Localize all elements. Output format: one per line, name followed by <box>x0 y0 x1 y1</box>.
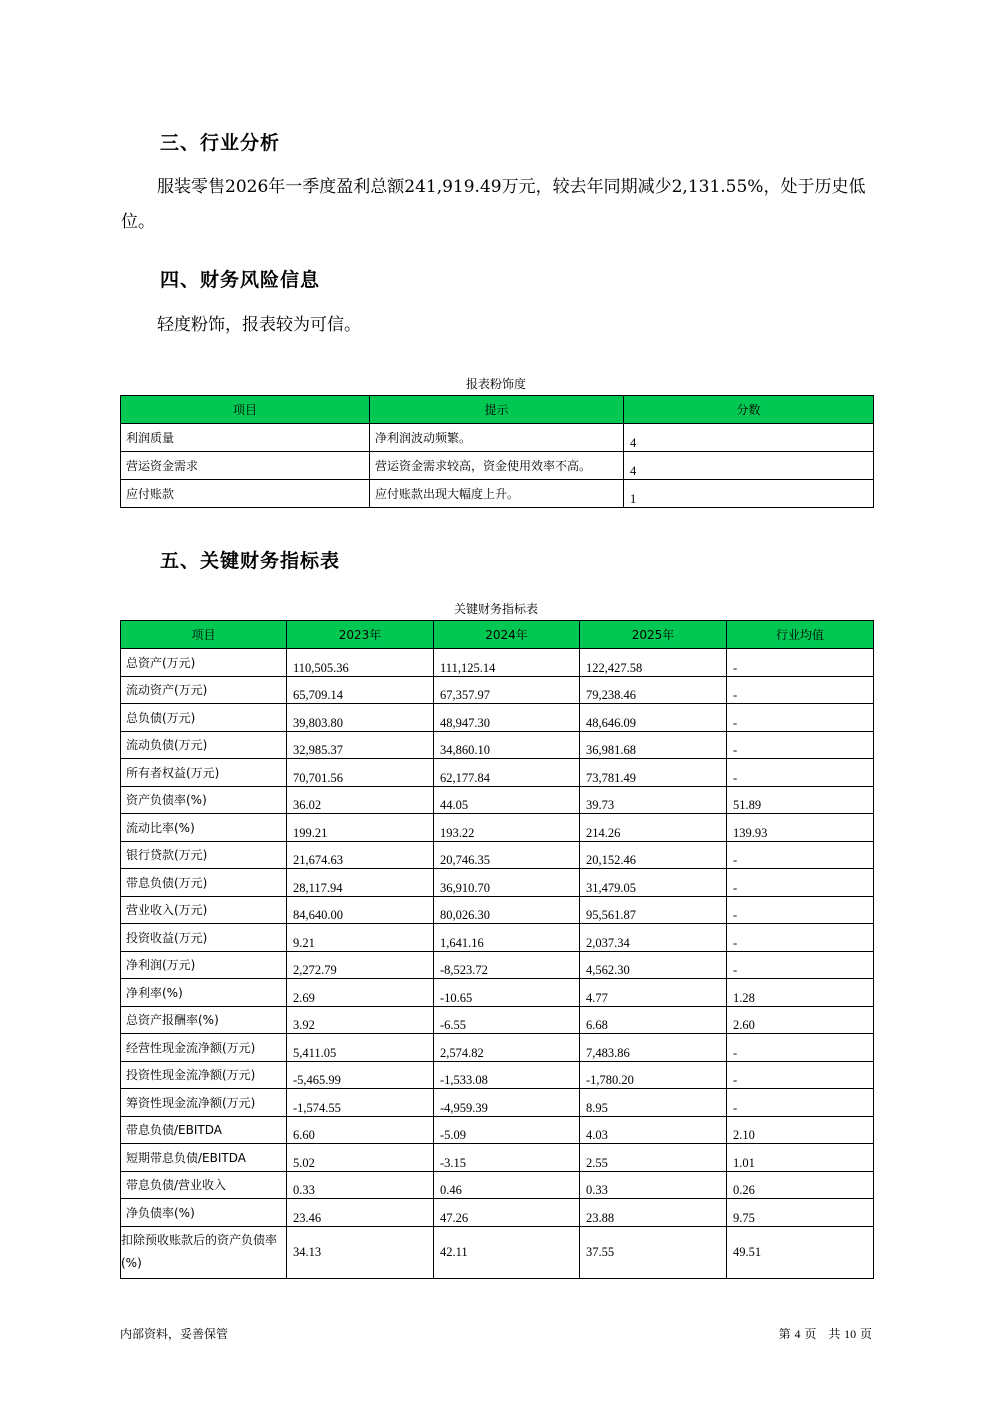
table-row <box>121 1171 874 1199</box>
section-5-title: 五、关键财务指标表 <box>160 550 341 572</box>
kpi-value-cell: 0.26 <box>727 1171 874 1199</box>
page-number <box>779 1325 872 1342</box>
kpi-value-cell: 28,117.94 <box>287 869 434 897</box>
kpi-table-header-cell: 2024年 <box>434 621 580 649</box>
table-row <box>121 786 874 814</box>
kpi-value-cell: 0.33 <box>287 1171 434 1199</box>
risk-table-caption: 报表粉饰度 <box>465 377 526 391</box>
kpi-value-cell: 23.46 <box>287 1199 434 1227</box>
kpi-value-cell: 67,357.97 <box>434 676 580 704</box>
kpi-value-cell: -1,780.20 <box>580 1061 727 1089</box>
table-row <box>121 1144 874 1172</box>
kpi-value-cell: 37.55 <box>580 1226 727 1278</box>
kpi-value-cell: 95,561.87 <box>580 896 727 924</box>
risk-table-cell: 应付账款出现大幅度上升。 <box>370 480 624 508</box>
kpi-row-label: 短期带息负债/EBITDA <box>121 1144 287 1172</box>
kpi-value-cell: 122,427.58 <box>580 649 727 677</box>
kpi-table-header-cell: 2023年 <box>287 621 434 649</box>
kpi-value-cell: - <box>727 759 874 787</box>
kpi-value-cell: -1,574.55 <box>287 1089 434 1117</box>
section-3-title: 三、行业分析 <box>160 132 281 154</box>
kpi-value-cell: 34,860.10 <box>434 731 580 759</box>
table-row <box>121 1061 874 1089</box>
kpi-value-cell: - <box>727 704 874 732</box>
kpi-row-label: 经营性现金流净额(万元) <box>121 1034 287 1062</box>
kpi-row-label: 流动比率(%) <box>121 814 287 842</box>
kpi-value-cell: 4,562.30 <box>580 951 727 979</box>
kpi-value-cell: 4.03 <box>580 1116 727 1144</box>
kpi-value-cell: 51.89 <box>727 786 874 814</box>
kpi-table <box>120 620 874 1279</box>
kpi-value-cell: -8,523.72 <box>434 951 580 979</box>
kpi-value-cell: 0.33 <box>580 1171 727 1199</box>
table-row <box>121 731 874 759</box>
kpi-value-cell: - <box>727 1034 874 1062</box>
kpi-value-cell: 73,781.49 <box>580 759 727 787</box>
kpi-row-label: 营业收入(万元) <box>121 896 287 924</box>
risk-table-header-cell: 提示 <box>370 396 624 424</box>
kpi-value-cell: 9.21 <box>287 924 434 952</box>
risk-table-cell: 1 <box>624 480 874 508</box>
kpi-value-cell: - <box>727 924 874 952</box>
kpi-value-cell: -1,533.08 <box>434 1061 580 1089</box>
kpi-value-cell: - <box>727 676 874 704</box>
risk-table-cell: 净利润波动频繁。 <box>370 424 624 452</box>
kpi-value-cell: - <box>727 731 874 759</box>
table-row <box>121 1089 874 1117</box>
page-mid: 页 共 <box>804 1327 841 1341</box>
kpi-value-cell: 8.95 <box>580 1089 727 1117</box>
kpi-value-cell: 2.55 <box>580 1144 727 1172</box>
table-row <box>121 676 874 704</box>
risk-table-cell: 4 <box>624 452 874 480</box>
table-row <box>121 951 874 979</box>
risk-table-cell: 营运资金需求较高，资金使用效率不高。 <box>370 452 624 480</box>
section-4-title: 四、财务风险信息 <box>160 269 321 291</box>
table-row <box>121 759 874 787</box>
kpi-value-cell: 80,026.30 <box>434 896 580 924</box>
table-row <box>121 424 874 452</box>
kpi-value-cell: 44.05 <box>434 786 580 814</box>
kpi-value-cell: 9.75 <box>727 1199 874 1227</box>
kpi-value-cell: -4,959.39 <box>434 1089 580 1117</box>
kpi-value-cell: - <box>727 841 874 869</box>
kpi-row-label: 净利率(%) <box>121 979 287 1007</box>
kpi-value-cell: - <box>727 869 874 897</box>
kpi-row-label: 带息负债/营业收入 <box>121 1171 287 1199</box>
kpi-table-header-cell: 项目 <box>121 621 287 649</box>
kpi-value-cell: 36.02 <box>287 786 434 814</box>
footer-note: 内部资料，妥善保管 <box>120 1327 229 1341</box>
kpi-value-cell: 2.10 <box>727 1116 874 1144</box>
table-row <box>121 1006 874 1034</box>
table-row <box>121 480 874 508</box>
kpi-value-cell: 214.26 <box>580 814 727 842</box>
kpi-value-cell: 36,910.70 <box>434 869 580 897</box>
kpi-value-cell: 1.28 <box>727 979 874 1007</box>
page-prefix: 第 <box>778 1327 791 1341</box>
kpi-value-cell: 0.46 <box>434 1171 580 1199</box>
kpi-value-cell: 21,674.63 <box>287 841 434 869</box>
kpi-value-cell: 5,411.05 <box>287 1034 434 1062</box>
kpi-value-cell: 62,177.84 <box>434 759 580 787</box>
table-row <box>121 979 874 1007</box>
kpi-value-cell: 32,985.37 <box>287 731 434 759</box>
table-row <box>121 924 874 952</box>
kpi-row-label: 银行贷款(万元) <box>121 841 287 869</box>
risk-table-cell: 应付账款 <box>121 480 370 508</box>
risk-table-cell: 营运资金需求 <box>121 452 370 480</box>
kpi-value-cell: 2,037.34 <box>580 924 727 952</box>
kpi-value-cell: 2,272.79 <box>287 951 434 979</box>
section-4-paragraph <box>121 308 873 343</box>
kpi-row-label: 流动负债(万元) <box>121 731 287 759</box>
kpi-table-caption: 关键财务指标表 <box>453 602 538 616</box>
kpi-value-cell: 31,479.05 <box>580 869 727 897</box>
kpi-value-cell: 70,701.56 <box>287 759 434 787</box>
kpi-value-cell: 36,981.68 <box>580 731 727 759</box>
kpi-value-cell: 39,803.80 <box>287 704 434 732</box>
table-row <box>121 649 874 677</box>
kpi-value-cell: 79,238.46 <box>580 676 727 704</box>
risk-table-header-cell: 项目 <box>121 396 370 424</box>
kpi-value-cell: 111,125.14 <box>434 649 580 677</box>
kpi-value-cell: 34.13 <box>287 1226 434 1278</box>
table-row <box>121 1226 874 1278</box>
kpi-value-cell: 6.68 <box>580 1006 727 1034</box>
page-suffix: 页 <box>859 1327 872 1341</box>
kpi-value-cell: 48,947.30 <box>434 704 580 732</box>
table-row <box>121 1034 874 1062</box>
kpi-value-cell: 42.11 <box>434 1226 580 1278</box>
kpi-row-label: 所有者权益(万元) <box>121 759 287 787</box>
risk-table-cell: 4 <box>624 424 874 452</box>
kpi-row-label: 流动资产(万元) <box>121 676 287 704</box>
table-row <box>121 896 874 924</box>
table-row <box>121 814 874 842</box>
kpi-value-cell: - <box>727 1061 874 1089</box>
kpi-value-cell: -5.09 <box>434 1116 580 1144</box>
kpi-value-cell: 84,640.00 <box>287 896 434 924</box>
kpi-row-label: 投资收益(万元) <box>121 924 287 952</box>
kpi-value-cell: 65,709.14 <box>287 676 434 704</box>
kpi-value-cell: - <box>727 951 874 979</box>
kpi-value-cell: -6.55 <box>434 1006 580 1034</box>
table-row <box>121 1199 874 1227</box>
table-row <box>121 841 874 869</box>
kpi-row-label: 总资产报酬率(%) <box>121 1006 287 1034</box>
page-total: 10 <box>844 1327 857 1341</box>
table-row <box>121 452 874 480</box>
kpi-value-cell: 199.21 <box>287 814 434 842</box>
section-4-text: 轻度粉饰，报表较为可信。 <box>157 315 361 335</box>
table-row <box>121 704 874 732</box>
kpi-value-cell: 4.77 <box>580 979 727 1007</box>
kpi-value-cell: - <box>727 896 874 924</box>
kpi-row-label: 带息负债/EBITDA <box>121 1116 287 1144</box>
risk-table <box>120 395 874 508</box>
kpi-value-cell: 48,646.09 <box>580 704 727 732</box>
kpi-row-label: 资产负债率(%) <box>121 786 287 814</box>
kpi-table-header-cell: 行业均值 <box>727 621 874 649</box>
kpi-row-label: 总资产(万元) <box>121 649 287 677</box>
kpi-value-cell: 20,152.46 <box>580 841 727 869</box>
kpi-row-label: 筹资性现金流净额(万元) <box>121 1089 287 1117</box>
kpi-row-label: 带息负债(万元) <box>121 869 287 897</box>
kpi-row-label: 净负债率(%) <box>121 1199 287 1227</box>
kpi-value-cell: 2.69 <box>287 979 434 1007</box>
risk-table-cell: 利润质量 <box>121 424 370 452</box>
kpi-value-cell: 2.60 <box>727 1006 874 1034</box>
kpi-row-label: 净利润(万元) <box>121 951 287 979</box>
kpi-value-cell: 39.73 <box>580 786 727 814</box>
kpi-value-cell: 2,574.82 <box>434 1034 580 1062</box>
kpi-value-cell: 20,746.35 <box>434 841 580 869</box>
table-row <box>121 1116 874 1144</box>
kpi-value-cell: 7,483.86 <box>580 1034 727 1062</box>
kpi-value-cell: -5,465.99 <box>287 1061 434 1089</box>
section-3-line-2: 位。 <box>121 212 155 232</box>
kpi-value-cell: - <box>727 1089 874 1117</box>
kpi-value-cell: 6.60 <box>287 1116 434 1144</box>
kpi-value-cell: 3.92 <box>287 1006 434 1034</box>
kpi-value-cell: 110,505.36 <box>287 649 434 677</box>
kpi-value-cell: 47.26 <box>434 1199 580 1227</box>
section-3-paragraph <box>121 170 873 240</box>
kpi-value-cell: 139.93 <box>727 814 874 842</box>
kpi-value-cell: 1,641.16 <box>434 924 580 952</box>
kpi-table-header-cell: 2025年 <box>580 621 727 649</box>
kpi-row-label: 扣除预收账款后的资产负债率(%) <box>121 1226 287 1278</box>
kpi-row-label: 总负债(万元) <box>121 704 287 732</box>
kpi-value-cell: - <box>727 649 874 677</box>
kpi-value-cell: 5.02 <box>287 1144 434 1172</box>
kpi-value-cell: 193.22 <box>434 814 580 842</box>
risk-table-header-cell: 分数 <box>624 396 874 424</box>
kpi-value-cell: -10.65 <box>434 979 580 1007</box>
kpi-value-cell: 49.51 <box>727 1226 874 1278</box>
kpi-value-cell: 1.01 <box>727 1144 874 1172</box>
kpi-value-cell: -3.15 <box>434 1144 580 1172</box>
kpi-row-label: 投资性现金流净额(万元) <box>121 1061 287 1089</box>
kpi-value-cell: 23.88 <box>580 1199 727 1227</box>
page-current: 4 <box>794 1327 801 1341</box>
table-row <box>121 869 874 897</box>
section-3-line-1: 服装零售2026年一季度盈利总额241,919.49万元，较去年同期减少2,131.55%，处于历史低 <box>157 177 866 197</box>
